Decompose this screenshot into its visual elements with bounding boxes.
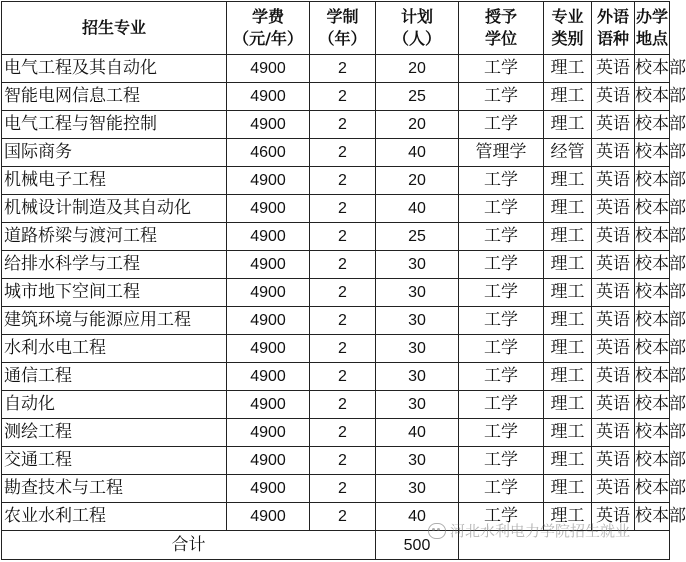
cell-language: 英语	[592, 447, 635, 475]
cell-campus: 校本部	[635, 195, 670, 223]
cell-category: 经管	[544, 139, 592, 167]
cell-degree: 工学	[459, 391, 544, 419]
header-campus: 办学 地点	[635, 2, 670, 55]
cell-language: 英语	[592, 363, 635, 391]
cell-plan: 40	[376, 419, 459, 447]
cell-category: 理工	[544, 503, 592, 531]
table-row	[2, 475, 670, 503]
cell-campus: 校本部	[635, 447, 670, 475]
cell-major: 交通工程	[2, 447, 227, 475]
cell-years: 2	[310, 83, 376, 111]
table-row	[2, 363, 670, 391]
cell-category: 理工	[544, 475, 592, 503]
watermark-text: 河北水利电力学院招生就业	[450, 522, 631, 540]
cell-major: 水利水电工程	[2, 335, 227, 363]
cell-years: 2	[310, 251, 376, 279]
cell-years: 2	[310, 503, 376, 531]
header-category: 专业 类别	[544, 2, 592, 55]
cell-category: 理工	[544, 111, 592, 139]
cell-campus: 校本部	[635, 475, 670, 503]
cell-fee: 4900	[227, 391, 310, 419]
cell-category: 理工	[544, 279, 592, 307]
cell-degree: 工学	[459, 475, 544, 503]
cell-category: 理工	[544, 419, 592, 447]
cell-major: 机械电子工程	[2, 167, 227, 195]
cell-major: 给排水科学与工程	[2, 251, 227, 279]
cell-campus: 校本部	[635, 391, 670, 419]
cell-degree: 工学	[459, 419, 544, 447]
cell-plan: 30	[376, 363, 459, 391]
header-major: 招生专业	[2, 2, 227, 55]
cell-plan: 30	[376, 279, 459, 307]
cell-fee: 4900	[227, 419, 310, 447]
table-row	[2, 307, 670, 335]
cell-category: 理工	[544, 391, 592, 419]
cell-plan: 40	[376, 195, 459, 223]
cell-fee: 4900	[227, 307, 310, 335]
cell-plan: 30	[376, 447, 459, 475]
cell-campus: 校本部	[635, 111, 670, 139]
cell-plan: 20	[376, 167, 459, 195]
cell-campus: 校本部	[635, 223, 670, 251]
cell-language: 英语	[592, 223, 635, 251]
cell-degree: 工学	[459, 83, 544, 111]
table-row	[2, 83, 670, 111]
table-row	[2, 447, 670, 475]
total-label: 合计	[2, 531, 376, 560]
cell-major: 测绘工程	[2, 419, 227, 447]
table-row	[2, 111, 670, 139]
cell-campus: 校本部	[635, 55, 670, 83]
cell-language: 英语	[592, 55, 635, 83]
cell-major: 通信工程	[2, 363, 227, 391]
cell-plan: 30	[376, 475, 459, 503]
cell-category: 理工	[544, 363, 592, 391]
table-row	[2, 251, 670, 279]
cell-language: 英语	[592, 419, 635, 447]
header-plan: 计划 （人）	[376, 2, 459, 55]
cell-category: 理工	[544, 335, 592, 363]
table-header-row	[2, 2, 670, 55]
cell-campus: 校本部	[635, 167, 670, 195]
cell-years: 2	[310, 111, 376, 139]
cell-plan: 30	[376, 307, 459, 335]
cell-degree: 工学	[459, 447, 544, 475]
cell-years: 2	[310, 363, 376, 391]
table-row	[2, 223, 670, 251]
cell-degree: 工学	[459, 363, 544, 391]
cell-major: 勘查技术与工程	[2, 475, 227, 503]
table-row	[2, 391, 670, 419]
cell-campus: 校本部	[635, 251, 670, 279]
cell-years: 2	[310, 279, 376, 307]
cell-years: 2	[310, 195, 376, 223]
cell-fee: 4900	[227, 279, 310, 307]
cell-language: 英语	[592, 503, 635, 531]
cell-category: 理工	[544, 55, 592, 83]
cell-degree: 工学	[459, 251, 544, 279]
cell-campus: 校本部	[635, 279, 670, 307]
cell-plan: 30	[376, 335, 459, 363]
cell-degree: 工学	[459, 307, 544, 335]
cell-language: 英语	[592, 167, 635, 195]
cell-years: 2	[310, 391, 376, 419]
cell-language: 英语	[592, 111, 635, 139]
cell-years: 2	[310, 419, 376, 447]
cell-plan: 40	[376, 503, 459, 531]
cell-degree: 工学	[459, 111, 544, 139]
cell-language: 英语	[592, 475, 635, 503]
cell-plan: 25	[376, 83, 459, 111]
cell-category: 理工	[544, 195, 592, 223]
cell-language: 英语	[592, 307, 635, 335]
table-row	[2, 55, 670, 83]
cell-years: 2	[310, 447, 376, 475]
cell-fee: 4900	[227, 83, 310, 111]
cell-plan: 20	[376, 111, 459, 139]
cell-campus: 校本部	[635, 503, 670, 531]
cell-fee: 4900	[227, 335, 310, 363]
cell-degree: 工学	[459, 335, 544, 363]
cell-degree: 工学	[459, 167, 544, 195]
cell-degree: 工学	[459, 279, 544, 307]
cell-fee: 4900	[227, 447, 310, 475]
cell-major: 自动化	[2, 391, 227, 419]
cell-years: 2	[310, 167, 376, 195]
cell-degree: 工学	[459, 55, 544, 83]
cell-language: 英语	[592, 195, 635, 223]
cell-major: 建筑环境与能源应用工程	[2, 307, 227, 335]
cell-years: 2	[310, 307, 376, 335]
cell-fee: 4900	[227, 55, 310, 83]
cell-category: 理工	[544, 307, 592, 335]
cell-fee: 4900	[227, 111, 310, 139]
cell-campus: 校本部	[635, 419, 670, 447]
cell-major: 电气工程与智能控制	[2, 111, 227, 139]
cell-major: 农业水利工程	[2, 503, 227, 531]
cell-category: 理工	[544, 167, 592, 195]
cell-category: 理工	[544, 223, 592, 251]
cell-degree: 工学	[459, 503, 544, 531]
cell-campus: 校本部	[635, 307, 670, 335]
cell-fee: 4900	[227, 223, 310, 251]
table-row	[2, 195, 670, 223]
cell-fee: 4900	[227, 503, 310, 531]
cell-plan: 25	[376, 223, 459, 251]
cell-major: 城市地下空间工程	[2, 279, 227, 307]
cell-campus: 校本部	[635, 139, 670, 167]
cell-years: 2	[310, 139, 376, 167]
cell-campus: 校本部	[635, 335, 670, 363]
table-row	[2, 335, 670, 363]
cell-major: 国际商务	[2, 139, 227, 167]
cell-language: 英语	[592, 139, 635, 167]
cell-plan: 30	[376, 251, 459, 279]
header-years: 学制 （年）	[310, 2, 376, 55]
cell-language: 英语	[592, 279, 635, 307]
cell-major: 道路桥梁与渡河工程	[2, 223, 227, 251]
wechat-icon	[428, 523, 446, 539]
cell-years: 2	[310, 475, 376, 503]
table-row	[2, 139, 670, 167]
cell-plan: 30	[376, 391, 459, 419]
header-fee: 学费 （元/年）	[227, 2, 310, 55]
cell-fee: 4900	[227, 195, 310, 223]
cell-degree: 工学	[459, 195, 544, 223]
header-language: 外语 语种	[592, 2, 635, 55]
cell-fee: 4900	[227, 167, 310, 195]
total-plan: 500	[376, 531, 459, 560]
cell-major: 机械设计制造及其自动化	[2, 195, 227, 223]
cell-major: 电气工程及其自动化	[2, 55, 227, 83]
cell-category: 理工	[544, 447, 592, 475]
cell-category: 理工	[544, 83, 592, 111]
cell-fee: 4900	[227, 363, 310, 391]
cell-major: 智能电网信息工程	[2, 83, 227, 111]
table-row	[2, 419, 670, 447]
cell-plan: 40	[376, 139, 459, 167]
cell-campus: 校本部	[635, 363, 670, 391]
watermark	[428, 520, 630, 541]
cell-fee: 4900	[227, 251, 310, 279]
table-row	[2, 279, 670, 307]
cell-years: 2	[310, 223, 376, 251]
cell-fee: 4600	[227, 139, 310, 167]
cell-language: 英语	[592, 335, 635, 363]
cell-plan: 20	[376, 55, 459, 83]
cell-fee: 4900	[227, 475, 310, 503]
admissions-table	[1, 1, 686, 560]
cell-degree: 工学	[459, 223, 544, 251]
table-row	[2, 167, 670, 195]
cell-years: 2	[310, 55, 376, 83]
cell-language: 英语	[592, 83, 635, 111]
header-degree: 授予 学位	[459, 2, 544, 55]
cell-language: 英语	[592, 391, 635, 419]
cell-years: 2	[310, 335, 376, 363]
cell-category: 理工	[544, 251, 592, 279]
cell-language: 英语	[592, 251, 635, 279]
cell-campus: 校本部	[635, 83, 670, 111]
cell-degree: 管理学	[459, 139, 544, 167]
